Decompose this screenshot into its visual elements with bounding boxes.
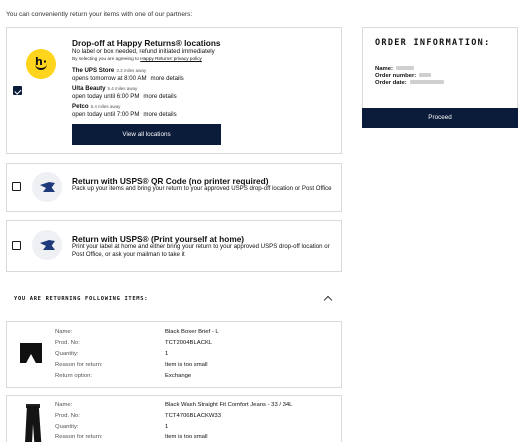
usps-logo-icon [32, 230, 62, 260]
item-reason-label: Reason for return: [55, 362, 103, 368]
location-distance: 5.4 miles away [90, 104, 121, 109]
location-hours: open today until 6:00 PM [72, 93, 140, 100]
location-ups-store [72, 67, 184, 83]
order-number-row [375, 73, 431, 79]
item-name: Black Wash Straight Fit Comfort Jeans - 33 / 34L [165, 402, 293, 408]
happy-returns-subtitle: No label or box needed, refund initiated immediately [72, 48, 215, 55]
item-reason-label: Reason for return: [55, 434, 103, 440]
more-details-link[interactable]: more details [143, 93, 177, 100]
intro-text: You can conveniently return your items with one of our partners: [6, 11, 193, 18]
location-name: Ulta Beauty [72, 85, 106, 92]
usps-qr-checkbox[interactable] [12, 182, 21, 191]
order-date-label: Order date: [375, 80, 407, 86]
order-name-label: Name: [375, 66, 394, 72]
location-distance: 3.3 miles away [116, 68, 147, 73]
location-hours: opens tomorrow at 8:00 AM [72, 75, 147, 82]
usps-print-description: Print your label at home and either bring your return to your approved USPS drop-off location or Post Office, or ask your mailman to take it [72, 243, 330, 259]
usps-qr-description: Pack up your items and bring your return to your approved USPS drop-off location or Post Office [72, 185, 332, 192]
item-name: Black Boxer Brief - L [165, 329, 219, 335]
usps-logo-icon [32, 172, 62, 202]
location-ulta-beauty [72, 85, 177, 101]
returning-items-heading: YOU ARE RETURNING FOLLOWING ITEMS: [14, 296, 149, 302]
order-name-row [375, 66, 414, 72]
item-reason: Item is too small [165, 434, 208, 440]
order-information-title: ORDER INFORMATION: [375, 38, 491, 48]
item-quantity: 1 [165, 351, 169, 357]
item-prod-no: TCT4706BLACKW33 [165, 413, 221, 419]
location-distance: 5.4 miles away [107, 86, 138, 91]
item-quantity: 1 [165, 424, 169, 430]
item-quantity-label: Quantity: [55, 424, 79, 430]
privacy-consent [72, 56, 202, 61]
item-name-label: Name: [55, 402, 73, 408]
usps-print-checkbox[interactable] [12, 241, 21, 250]
happy-returns-checkbox[interactable] [13, 86, 22, 95]
item-prod-label: Prod. No: [55, 340, 80, 346]
item-reason: Item is too small [165, 362, 208, 368]
happy-returns-title: Drop-off at Happy Returns® locations [72, 38, 221, 48]
item-name-label: Name: [55, 329, 73, 335]
consent-text: By selecting you are agreeing to [72, 56, 141, 61]
location-hours: open today until 7:00 PM [72, 111, 140, 118]
order-date-row [375, 80, 444, 86]
chevron-up-icon[interactable] [324, 296, 332, 304]
privacy-policy-link[interactable]: Happy Returns' privacy policy [140, 56, 202, 61]
more-details-link[interactable]: more details [150, 75, 184, 82]
item-prod-no: TCT2004BLACKL [165, 340, 213, 346]
order-number-label: Order number: [375, 73, 417, 79]
usps-print-title: Return with USPS® (Print yourself at home) [72, 234, 245, 244]
item-prod-label: Prod. No: [55, 413, 80, 419]
item-quantity-label: Quantity: [55, 351, 79, 357]
usps-qr-title: Return with USPS® QR Code (no printer required) [72, 176, 269, 186]
location-name: The UPS Store [72, 67, 115, 74]
happy-returns-logo-icon: h· [26, 49, 56, 79]
more-details-link[interactable]: more details [143, 111, 177, 118]
item-option: Exchange [165, 373, 192, 379]
redacted-value [396, 66, 414, 70]
location-name: Petco [72, 103, 89, 110]
redacted-value [419, 73, 431, 77]
view-all-locations-button[interactable]: View all locations [72, 124, 221, 145]
location-petco [72, 103, 177, 119]
redacted-value [410, 80, 444, 84]
proceed-button[interactable]: Proceed [362, 108, 518, 128]
item-option-label: Return option: [55, 373, 93, 379]
